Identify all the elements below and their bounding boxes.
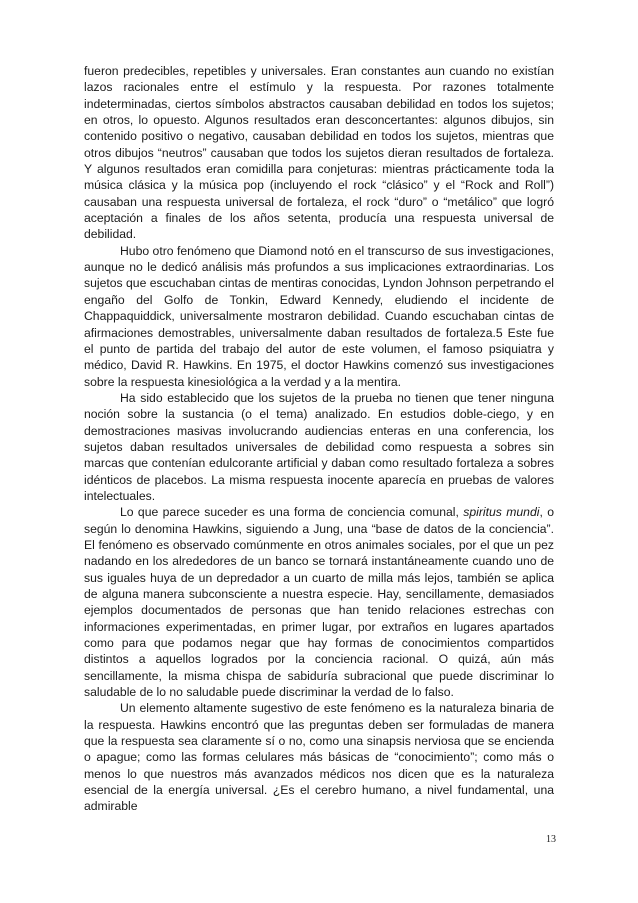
body-text: [84, 63, 554, 815]
page-number: 13: [546, 834, 556, 845]
paragraph-4: [84, 504, 554, 700]
paragraph-4-after: , o según lo denomina Hawkins, siguiendo a Jung, una “base de datos de la conciencia”. El fenómeno es observado comúnmente en otros animales sociales, por el que un pez nadando en los alrededores de un banco se tornará instantáneamente cuando uno de sus iguales huya de un depredador a un cuarto de milla más lejos, también se aplica de alguna manera subconsciente a nuestra especie. Hay, sencillamente, demasiados ejemplos documentados de personas que han tenido relaciones estrechas con informaciones experimentadas, en primer lugar, por extraños en lugares apartados como para que podamos negar que hay formas de conocimientos compartidos distintos a aquellos logrados por la conciencia racional. O quizá, aún más sencillamente, la misma chispa de sabiduría subracional que puede discriminar lo saludable de lo no saludable puede discriminar la verdad de lo falso.: [84, 505, 554, 700]
paragraph-4-before: Lo que parece suceder es una forma de conciencia comunal,: [120, 505, 464, 520]
paragraph-2: Hubo otro fenómeno que Diamond notó en el transcurso de sus investigaciones, aunque no le dedicó análisis más profundos a sus implicaciones extraordinarias. Los sujetos que escuchaban cintas de mentiras conocidas, Lyndon Johnson perpetrando el engaño del Golfo de Tonkin, Edward Kennedy, eludiendo el incidente de Chappaquiddick, universalmente mostraron debilidad. Cuando escuchaban cintas de afirmaciones demostrables, universalmente daban resultados de fortaleza.5 Este fue el punto de partida del trabajo del autor de este volumen, el famoso psiquiatra y médico, David R. Hawkins. En 1975, el doctor Hawkins comenzó sus investigaciones sobre la respuesta kinesiológica a la verdad y a la mentira.: [84, 243, 554, 389]
paragraph-1: fueron predecibles, repetibles y universales. Eran constantes aun cuando no existían lazos racionales entre el estímulo y la respuesta. Por razones totalmente indeterminadas, ciertos símbolos abstractos causaban debilidad en todos los sujetos; en otros, lo opuesto. Algunos resultados eran desconcertantes: algunos dibujos, sin contenido positivo o negativo, causaban debilidad en todos los sujetos, mientras que otros dibujos “neutros” causaban que todos los sujetos dieran resultados de fortaleza. Y algunos resultados eran comidilla para conjeturas: mientras prácticamente toda la música clásica y la música pop (incluyendo el rock “clásico” y el “Rock and Roll”) causaban una respuesta universal de fortaleza, el rock “duro” o “metálico” que logró aceptación a finales de los años setenta, producía una respuesta universal de debilidad.: [84, 64, 554, 242]
paragraph-4-emphasis: spiritus mundi: [463, 505, 540, 520]
paragraph-3: Ha sido establecido que los sujetos de la prueba no tienen que tener ninguna noción sobre la sustancia (o el tema) analizado. En estudios doble-ciego, y en demostraciones masivas involucrando audiencias enteras en una conferencia, los sujetos daban resultados universales de debilidad como respuesta a sobres sin marcas que contenían edulcorante artificial y daban como resultado fortaleza a sobres idénticos de placebos. La misma respuesta inocente aparecía en pruebas de valores intelectuales.: [84, 390, 554, 503]
paragraph-5: Un elemento altamente sugestivo de este fenómeno es la naturaleza binaria de la respuesta. Hawkins encontró que las preguntas deben ser formuladas de manera que la respuesta sea claramente sí o no, como una sinapsis nerviosa que se encienda o apague; como las formas celulares más básicas de “conocimiento”; como más o menos lo que nuestros más avanzados médicos nos dicen que es la naturaleza esencial de la energía universal. ¿Es el cerebro humano, a nivel fundamental, una admirable: [84, 701, 554, 814]
